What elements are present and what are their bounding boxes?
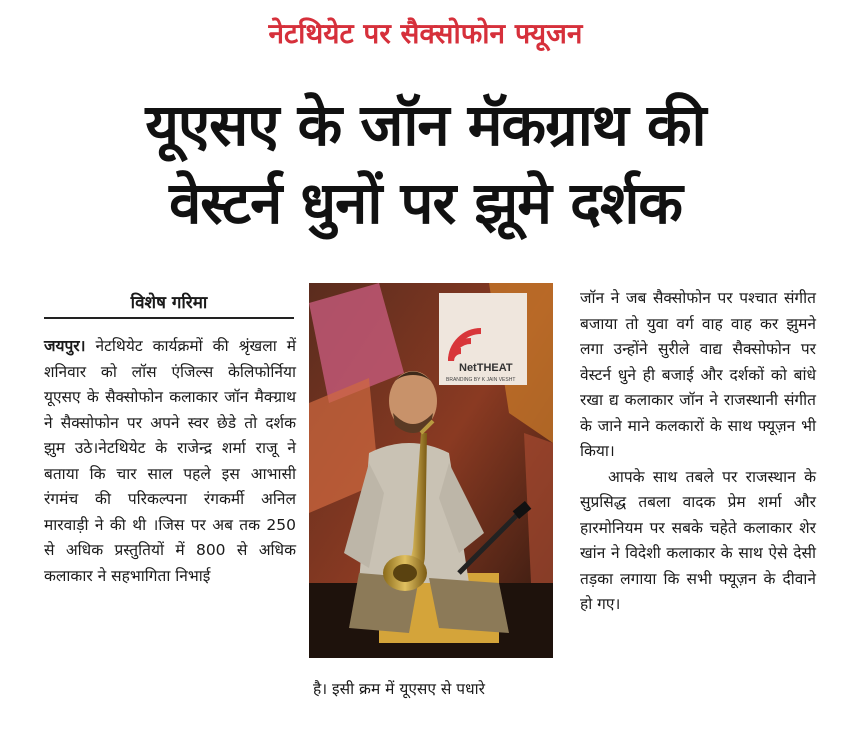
- main-headline: [0, 86, 851, 242]
- svg-text:BRANDING BY K JAIN VESHT: BRANDING BY K JAIN VESHT: [446, 377, 516, 383]
- right-paragraph-1: जॉन ने जब सैक्सोफोन पर पश्चात संगीत बजाया तो युवा वर्ग वाह वाह कर झुमने लगा उन्होंने सुरीले वाद्य सैक्सोफोन पर वेस्टर्न धुने ही बजाई और दर्शकों को बांधे रखा द्य कलाकार जॉन ने राजस्थानी संगीत के जाने माने कलकारों के साथ फ्यूज़न भी किया।: [580, 289, 816, 460]
- byline: विशेष गरिमा: [130, 293, 208, 313]
- article-column-left: [44, 334, 296, 589]
- byline-block: [44, 290, 294, 319]
- article-column-right: [580, 286, 816, 618]
- headline-line-1: यूएसए के जॉन मॅकग्राथ की: [145, 91, 706, 159]
- article-continuation: है। इसी क्रम में यूएसए से पधारे: [313, 680, 485, 698]
- headline-line-2: वेस्टर्न धुनों पर झूमे दर्शक: [169, 169, 682, 237]
- svg-text:NetTHEAT: NetTHEAT: [459, 362, 513, 374]
- left-column-text: नेटथियेट कार्यक्रमों की श्रृंखला में शनिवार को लॉस एंजिल्स केलिफोर्निया यूएसए के सैक्सोफोन कलाकार जॉन मैक्ग्राथ ने सैक्सोफोन पर अपने स्वर छेडे तो दर्शक झुम उठे।नेटथियेट के राजेन्द्र शर्मा राजू ने बताया कि चार साल पहले इस आभासी रंगमंच की परिकल्पना रंगकर्मी अनिल मारवाड़ी ने की थी ।जिस पर अब तक 250 से अधिक प्रस्तुतियों में 800 से अधिक कलाकार ने सहभागिता निभाई: [44, 337, 296, 585]
- saxophone-player-photo: [309, 283, 553, 658]
- dateline: जयपुर।: [44, 337, 86, 355]
- kicker-headline: नेटथियेट पर सैक्सोफोन फ्यूजन: [268, 17, 583, 50]
- right-paragraph-2: आपके साथ तबले पर राजस्थान के सुप्रसिद्ध तबला वादक प्रेम शर्मा और हारमोनियम पर सबके चहेते कलाकार शेर खांन ने विदेशी कलाकार के साथ ऐसे देसी तड़का लगाया कि सभी फ्यूज़न के दीवाने हो गए।: [580, 467, 816, 613]
- photo-illustration: [309, 283, 553, 658]
